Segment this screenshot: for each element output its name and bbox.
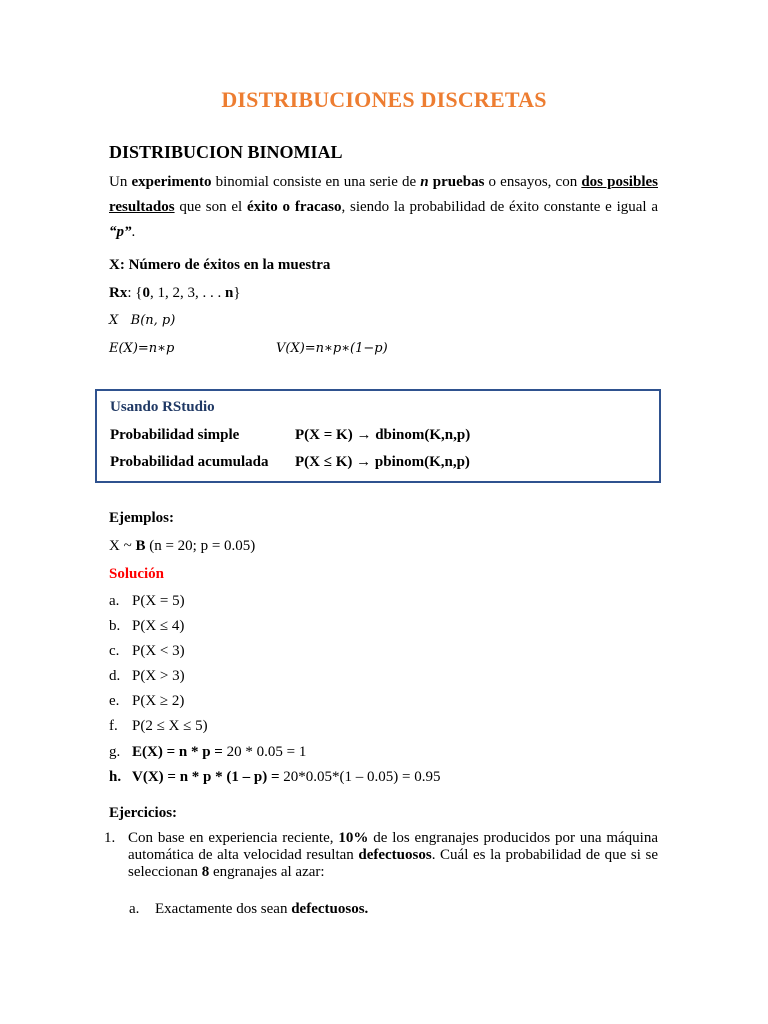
list-marker: f. <box>109 718 118 734</box>
list-item <box>109 668 185 685</box>
list-marker: h. <box>109 769 122 785</box>
list-item-text: P(X < 3) <box>132 643 185 659</box>
example-distribution <box>109 538 255 555</box>
list-marker: d. <box>109 668 121 684</box>
rstudio-row-cumulative <box>110 454 470 471</box>
list-item <box>109 643 185 660</box>
range-zero: 0 <box>142 285 150 301</box>
intro-bold-experimento: experimento <box>131 174 212 190</box>
exercise-bold-percent: 10% <box>338 830 369 846</box>
exercise-bold-defectuosos: defectuosos <box>358 847 432 863</box>
intro-text: binomial consiste en una serie de <box>211 174 421 190</box>
exercise-1 <box>104 830 658 881</box>
rstudio-row-formula: P(X = K) → dbinom(K,n,p) <box>295 427 471 443</box>
list-item-text: P(X > 3) <box>132 668 185 684</box>
example-text: (n = 20; p = 0.05) <box>145 538 256 554</box>
rstudio-row-label: Probabilidad simple <box>110 427 240 443</box>
expectation-formula: E(X)=n∗p <box>109 341 175 356</box>
variance-formula: V(X)=n∗p∗(1−p) <box>276 341 388 356</box>
intro-text: , siendo la probabilidad de éxito constante e igual a <box>341 199 659 215</box>
list-marker: g. <box>109 744 121 760</box>
list-marker: b. <box>109 618 121 634</box>
exercises-label: Ejercicios: <box>109 805 178 821</box>
list-marker: a. <box>109 593 120 609</box>
rstudio-box <box>95 389 661 483</box>
list-item-expectation <box>109 744 306 761</box>
intro-text: . <box>131 224 136 240</box>
example-bold-b: B <box>135 538 146 554</box>
exercise-text-part: de los engranajes producidos por una máquina automática de alta velocidad resultan <box>128 830 658 863</box>
list-item-text: 20*0.05*(1 – 0.05) = 0.95 <box>279 769 441 785</box>
subitem-text: Exactamente dos sean <box>155 901 292 917</box>
list-item-text: P(X ≥ 2) <box>132 693 185 709</box>
list-item <box>109 718 208 735</box>
range-text: } <box>233 285 241 301</box>
exercise-text-part: engranajes al azar: <box>209 864 325 880</box>
list-item-bold: V(X) = n * p * (1 – p) = <box>132 769 280 785</box>
range-n: n <box>224 285 234 301</box>
intro-bold-dos-posibles: dos posibles resultados <box>109 174 658 215</box>
range-line <box>109 285 241 302</box>
intro-paragraph <box>109 170 658 245</box>
distribution-formula: X B(n, p) <box>109 313 176 328</box>
list-item-text: P(X = 5) <box>132 593 185 609</box>
subitem-bold: defectuosos. <box>291 901 369 917</box>
list-item <box>109 618 184 635</box>
page-title: DISTRIBUCIONES DISCRETAS <box>221 87 547 112</box>
intro-text: o ensayos, con <box>484 174 582 190</box>
exercise-bold-eight: 8 <box>201 864 210 880</box>
exercise-text <box>128 830 658 881</box>
list-marker: e. <box>109 693 120 709</box>
solution-label: Solución <box>109 566 165 582</box>
section-heading: DISTRIBUCION BINOMIAL <box>109 142 343 162</box>
range-text: , 1, 2, 3, . . . <box>149 285 225 301</box>
list-item <box>109 693 184 710</box>
list-item-text: P(X ≤ 4) <box>132 618 185 634</box>
intro-text: que son el <box>174 199 247 215</box>
variable-definition: X: Número de éxitos en la muestra <box>109 257 331 273</box>
example-text: X ~ <box>109 538 136 554</box>
range-text: : { <box>127 285 143 301</box>
examples-label: Ejemplos: <box>109 510 174 526</box>
exercise-text-part: . Cuál es la probabilidad de que si se seleccionan <box>128 847 658 880</box>
list-item-bold: E(X) = n * p = <box>132 744 223 760</box>
range-label: Rx <box>109 285 128 301</box>
rstudio-box-title: Usando RStudio <box>110 399 215 415</box>
rstudio-row-formula: P(X ≤ K) → pbinom(K,n,p) <box>295 454 470 470</box>
list-item-text: P(2 ≤ X ≤ 5) <box>132 718 208 734</box>
rstudio-row-simple <box>110 427 471 444</box>
exercise-number: 1. <box>104 830 116 846</box>
exercise-text-part: Con base en experiencia reciente, <box>128 830 339 846</box>
intro-bold-n: n <box>420 174 429 190</box>
list-item-text: 20 * 0.05 = 1 <box>222 744 307 760</box>
list-marker: a. <box>129 901 140 917</box>
list-marker: c. <box>109 643 120 659</box>
exercise-1-subitem-a <box>129 901 368 918</box>
list-item <box>109 593 185 610</box>
intro-text: Un <box>109 174 132 190</box>
intro-bold-p: “p” <box>109 224 132 240</box>
rstudio-row-label: Probabilidad acumulada <box>110 454 269 470</box>
list-item-variance <box>109 769 440 786</box>
intro-bold-exito: éxito o fracaso <box>246 199 342 215</box>
intro-bold-pruebas: pruebas <box>428 174 485 190</box>
